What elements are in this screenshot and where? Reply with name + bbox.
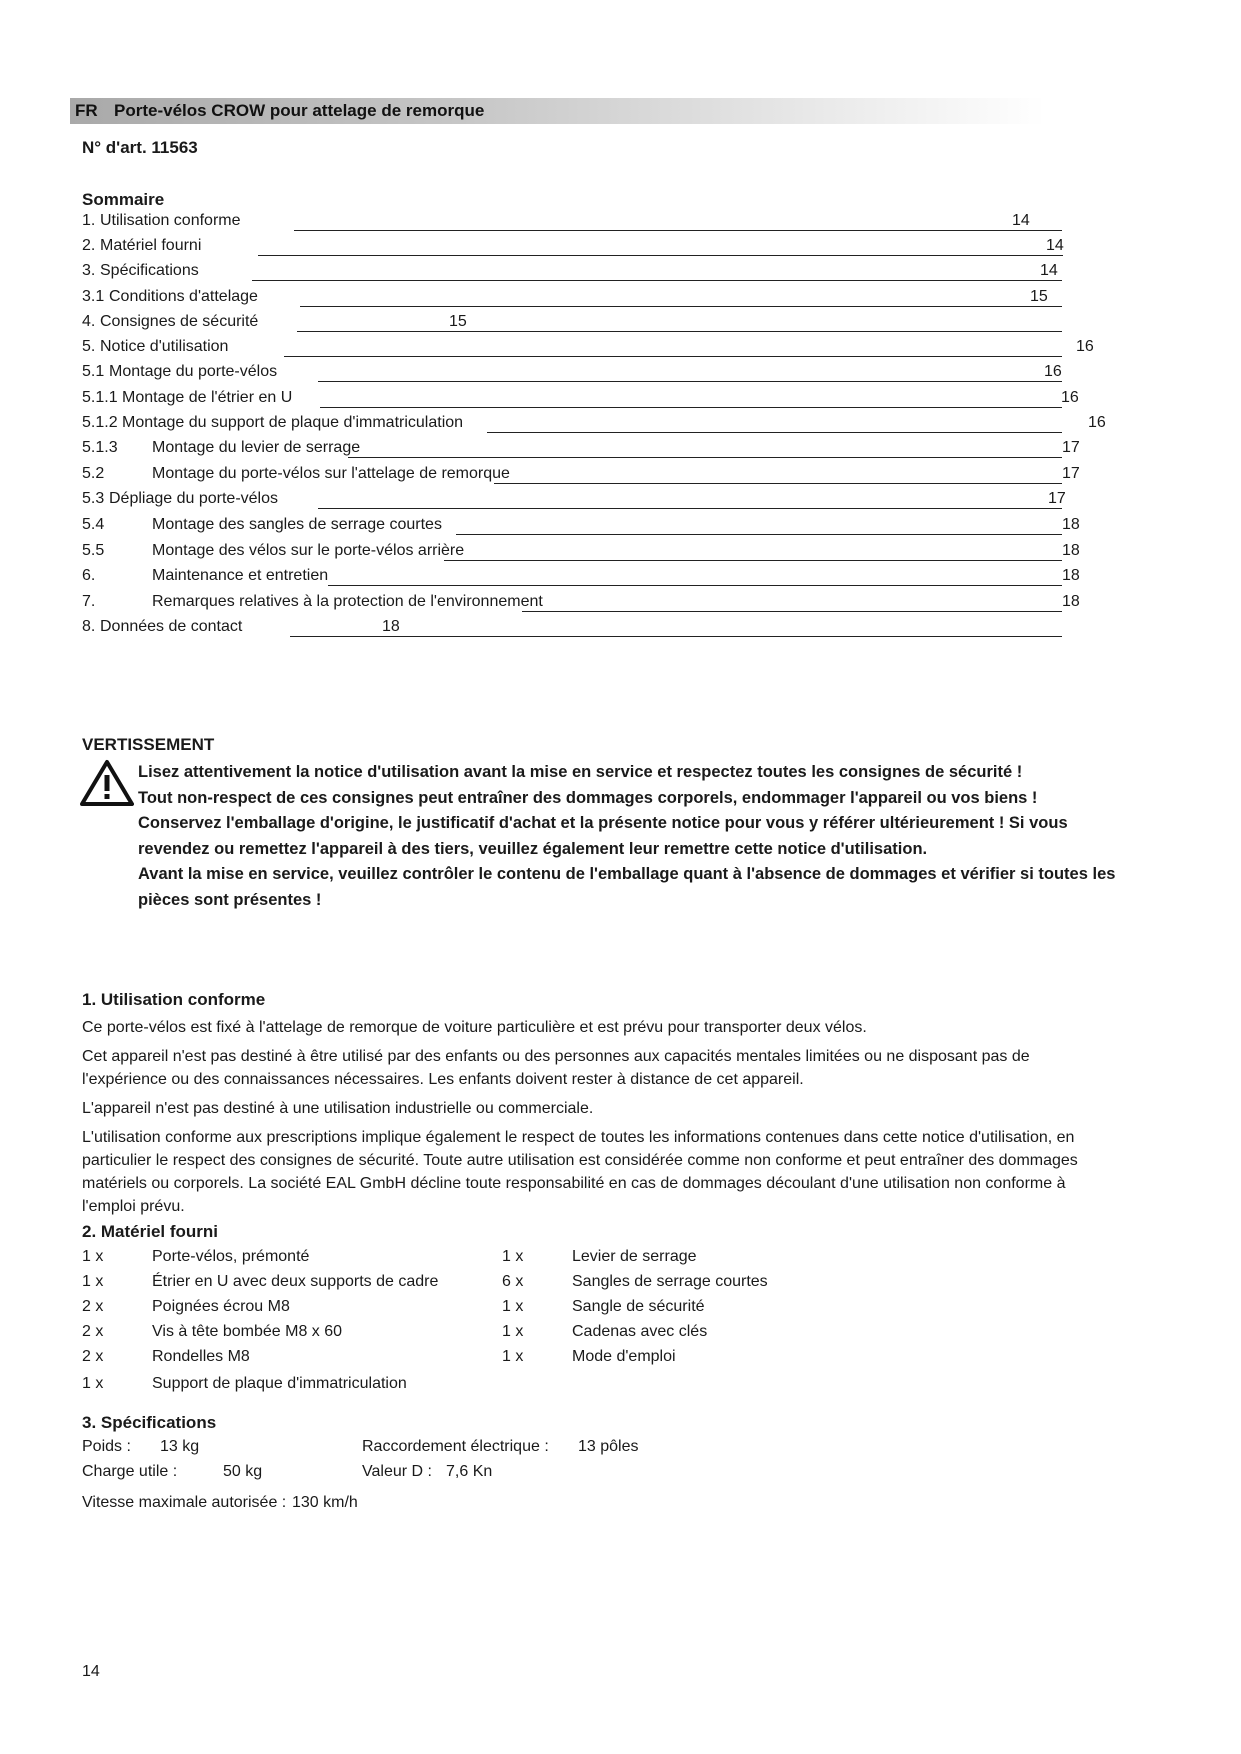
toc-item-page: 14 <box>1046 237 1064 254</box>
material-qty: 6 x <box>502 1273 524 1290</box>
material-qty: 1 x <box>82 1273 104 1290</box>
warning-triangle-icon <box>80 759 134 807</box>
toc-item-page: 14 <box>1012 212 1030 229</box>
toc-item-title: Spécifications <box>100 262 199 279</box>
toc-item-title: Montage du porte-vélos <box>109 363 278 380</box>
material-item: Étrier en U avec deux supports de cadre <box>152 1273 439 1290</box>
material-item: Rondelles M8 <box>152 1348 250 1365</box>
toc-leader-line <box>348 457 1062 458</box>
document-title: Porte-vélos CROW pour attelage de remorque <box>114 101 485 120</box>
toc-item-number: 5.1.2 <box>82 414 118 431</box>
toc-item <box>82 262 1122 284</box>
toc-item <box>82 363 1122 385</box>
toc-item-page: 15 <box>1030 288 1048 305</box>
material-item: Sangles de serrage courtes <box>572 1273 768 1290</box>
page-number: 14 <box>82 1663 100 1680</box>
toc-leader-line <box>290 636 1062 637</box>
spec-label-max-speed: Vitesse maximale autorisée : <box>82 1494 287 1511</box>
material-qty: 1 x <box>502 1323 524 1340</box>
toc-item-number: 5.1 <box>82 363 105 380</box>
toc-item-page: 16 <box>1044 363 1062 380</box>
toc-item-page: 16 <box>1076 338 1094 355</box>
toc-item <box>82 542 1122 564</box>
material-item: Poignées écrou M8 <box>152 1298 290 1315</box>
toc-item-number: 7. <box>82 593 96 610</box>
section-heading: 3. Spécifications <box>82 1413 217 1432</box>
toc-item-page: 18 <box>1062 593 1080 610</box>
toc-item <box>82 439 1122 461</box>
material-item: Mode d'emploi <box>572 1348 676 1365</box>
spec-value-weight: 13 kg <box>160 1438 200 1455</box>
toc-item <box>82 389 1122 411</box>
section-heading: 1. Utilisation conforme <box>82 990 266 1009</box>
toc-leader-line <box>456 534 1062 535</box>
toc-item-title: Montage du levier de serrage <box>152 439 361 456</box>
spec-value-max-speed: 130 km/h <box>292 1494 358 1511</box>
warning-line: Tout non-respect de ces consignes peut entraîner des dommages corporels, endommager l'appareil ou vos biens ! <box>138 788 1038 807</box>
material-item: Sangle de sécurité <box>572 1298 705 1315</box>
section-body <box>82 1016 1112 1224</box>
material-item: Levier de serrage <box>572 1248 697 1265</box>
material-item: Support de plaque d'immatriculation <box>152 1375 407 1392</box>
toc-item <box>82 237 1122 259</box>
toc-leader-line <box>328 585 1062 586</box>
material-qty: 1 x <box>82 1375 104 1392</box>
spec-value-electrical: 13 pôles <box>578 1438 639 1455</box>
toc-leader-line <box>318 381 1062 382</box>
toc-item <box>82 338 1122 360</box>
toc-item-page: 16 <box>1088 414 1106 431</box>
toc-item-page: 16 <box>1061 389 1079 406</box>
toc-item-title: Matériel fourni <box>100 237 202 254</box>
toc-leader-line <box>258 255 1063 256</box>
toc-leader-line <box>494 483 1062 484</box>
toc-item-page: 18 <box>1062 516 1080 533</box>
toc-item-title: Maintenance et entretien <box>152 567 329 584</box>
article-number: N° d'art. 11563 <box>82 138 198 157</box>
toc-item-number: 5.4 <box>82 516 105 533</box>
paragraph: Cet appareil n'est pas destiné à être utilisé par des enfants ou des personnes aux capacités mentales limitées ou ne disposant pas de l'expérience ou des connaissances nécessaires. Les enfants doivent rester à distance de cet appareil. <box>82 1048 1030 1088</box>
material-qty: 1 x <box>502 1298 524 1315</box>
toc-item-title: Dépliage du porte-vélos <box>109 490 278 507</box>
toc-heading: Sommaire <box>82 190 165 209</box>
toc-item <box>82 490 1122 512</box>
toc-item-page: 18 <box>1062 567 1080 584</box>
warning-heading: VERTISSEMENT <box>82 735 215 754</box>
toc-leader-line <box>284 356 1062 357</box>
toc-item-page: 17 <box>1048 490 1066 507</box>
spec-value-payload: 50 kg <box>223 1463 263 1480</box>
toc-item-number: 5.5 <box>82 542 105 559</box>
toc-item-title: Montage des sangles de serrage courtes <box>152 516 442 533</box>
toc-item <box>82 288 1122 310</box>
toc-item-title: Notice d'utilisation <box>100 338 229 355</box>
section-heading: 2. Matériel fourni <box>82 1222 219 1241</box>
toc-leader-line <box>320 407 1062 408</box>
paragraph: L'appareil n'est pas destiné à une utilisation industrielle ou commerciale. <box>82 1100 594 1117</box>
spec-label-payload: Charge utile : <box>82 1463 178 1480</box>
toc-item-number: 5.2 <box>82 465 105 482</box>
warning-text <box>138 760 1118 913</box>
toc-item-title: Montage de l'étrier en U <box>122 389 293 406</box>
toc-leader-line <box>318 508 1062 509</box>
toc-item <box>82 465 1122 487</box>
toc-item <box>82 618 1122 640</box>
toc-item-title: Montage du support de plaque d'immatriculation <box>122 414 464 431</box>
material-qty: 2 x <box>82 1298 104 1315</box>
material-qty: 1 x <box>502 1348 524 1365</box>
toc-item <box>82 212 1122 234</box>
paragraph: Ce porte-vélos est fixé à l'attelage de remorque de voiture particulière et est prévu pour transporter deux vélos. <box>82 1019 867 1036</box>
toc-item-title: Données de contact <box>100 618 243 635</box>
spec-label-electrical: Raccordement électrique : <box>362 1438 549 1455</box>
warning-line: Conservez l'emballage d'origine, le justificatif d'achat et la présente notice pour vous y référer ultérieurement ! Si vous revendez ou remettez l'appareil à des tiers, veuillez également leur remettre cette notice d'utilisation. <box>138 814 1068 858</box>
toc-item-page: 18 <box>1062 542 1080 559</box>
material-qty: 1 x <box>502 1248 524 1265</box>
spec-value-d-value: 7,6 Kn <box>446 1463 493 1480</box>
toc-leader-line <box>487 432 1062 433</box>
toc-item-page: 14 <box>1040 262 1058 279</box>
material-qty: 1 x <box>82 1248 104 1265</box>
toc-leader-line <box>522 611 1062 612</box>
toc-leader-line <box>297 331 1062 332</box>
toc-item-title: Montage du porte-vélos sur l'attelage de remorque <box>152 465 510 482</box>
toc-item-number: 3. <box>82 262 96 279</box>
toc-item-number: 5.3 <box>82 490 105 507</box>
toc-item-number: 2. <box>82 237 96 254</box>
toc-item-page: 15 <box>449 313 467 330</box>
spec-label-d-value: Valeur D : <box>362 1463 432 1480</box>
toc-item-page: 17 <box>1062 439 1080 456</box>
material-item: Vis à tête bombée M8 x 60 <box>152 1323 343 1340</box>
toc-leader-line <box>294 230 1062 231</box>
toc-item-number: 5. <box>82 338 96 355</box>
toc-item-title: Consignes de sécurité <box>100 313 259 330</box>
toc-item-number: 8. <box>82 618 96 635</box>
warning-line: Lisez attentivement la notice d'utilisation avant la mise en service et respectez toutes les consignes de sécurité ! <box>138 763 1023 781</box>
toc-item-page: 17 <box>1062 465 1080 482</box>
toc-leader-line <box>300 306 1062 307</box>
toc-item <box>82 593 1122 615</box>
toc-item-number: 3.1 <box>82 288 105 305</box>
toc-item <box>82 567 1122 589</box>
language-code: FR <box>75 101 98 120</box>
paragraph: L'utilisation conforme aux prescriptions implique également le respect de toutes les informations contenues dans cette notice d'utilisation, en particulier le respect des consignes de sécurité. Toute autre utilisation est considérée comme non conforme et peut entraîner des dommages matériels ou corporels. La société EAL GmbH décline toute responsabilité en cas de dommages découlant d'une utilisation non conforme à l'emploi prévu. <box>82 1129 1078 1215</box>
toc-item <box>82 313 1122 335</box>
toc-item <box>82 414 1122 436</box>
spec-label-weight: Poids : <box>82 1438 131 1455</box>
toc-item-title: Utilisation conforme <box>100 212 241 229</box>
material-item: Porte-vélos, prémonté <box>152 1248 310 1265</box>
warning-line: Avant la mise en service, veuillez contrôler le contenu de l'emballage quant à l'absence de dommages et vérifier si toutes les pièces sont présentes ! <box>138 865 1116 909</box>
toc-item-number: 4. <box>82 313 96 330</box>
toc-item-number: 6. <box>82 567 96 584</box>
material-qty: 2 x <box>82 1348 104 1365</box>
toc-item-title: Montage des vélos sur le porte-vélos arrière <box>152 542 465 559</box>
toc-item-number: 5.1.1 <box>82 389 118 406</box>
toc-item-number: 5.1.3 <box>82 439 118 456</box>
material-item: Cadenas avec clés <box>572 1323 708 1340</box>
toc-item-page: 18 <box>382 618 400 635</box>
toc-leader-line <box>444 560 1062 561</box>
header-bar <box>70 98 1045 124</box>
toc-item-title: Conditions d'attelage <box>109 288 258 305</box>
toc-item-number: 1. <box>82 212 96 229</box>
material-qty: 2 x <box>82 1323 104 1340</box>
toc-leader-line <box>252 280 1062 281</box>
toc-item-title: Remarques relatives à la protection de l'environnement <box>152 593 543 610</box>
toc-item <box>82 516 1122 538</box>
